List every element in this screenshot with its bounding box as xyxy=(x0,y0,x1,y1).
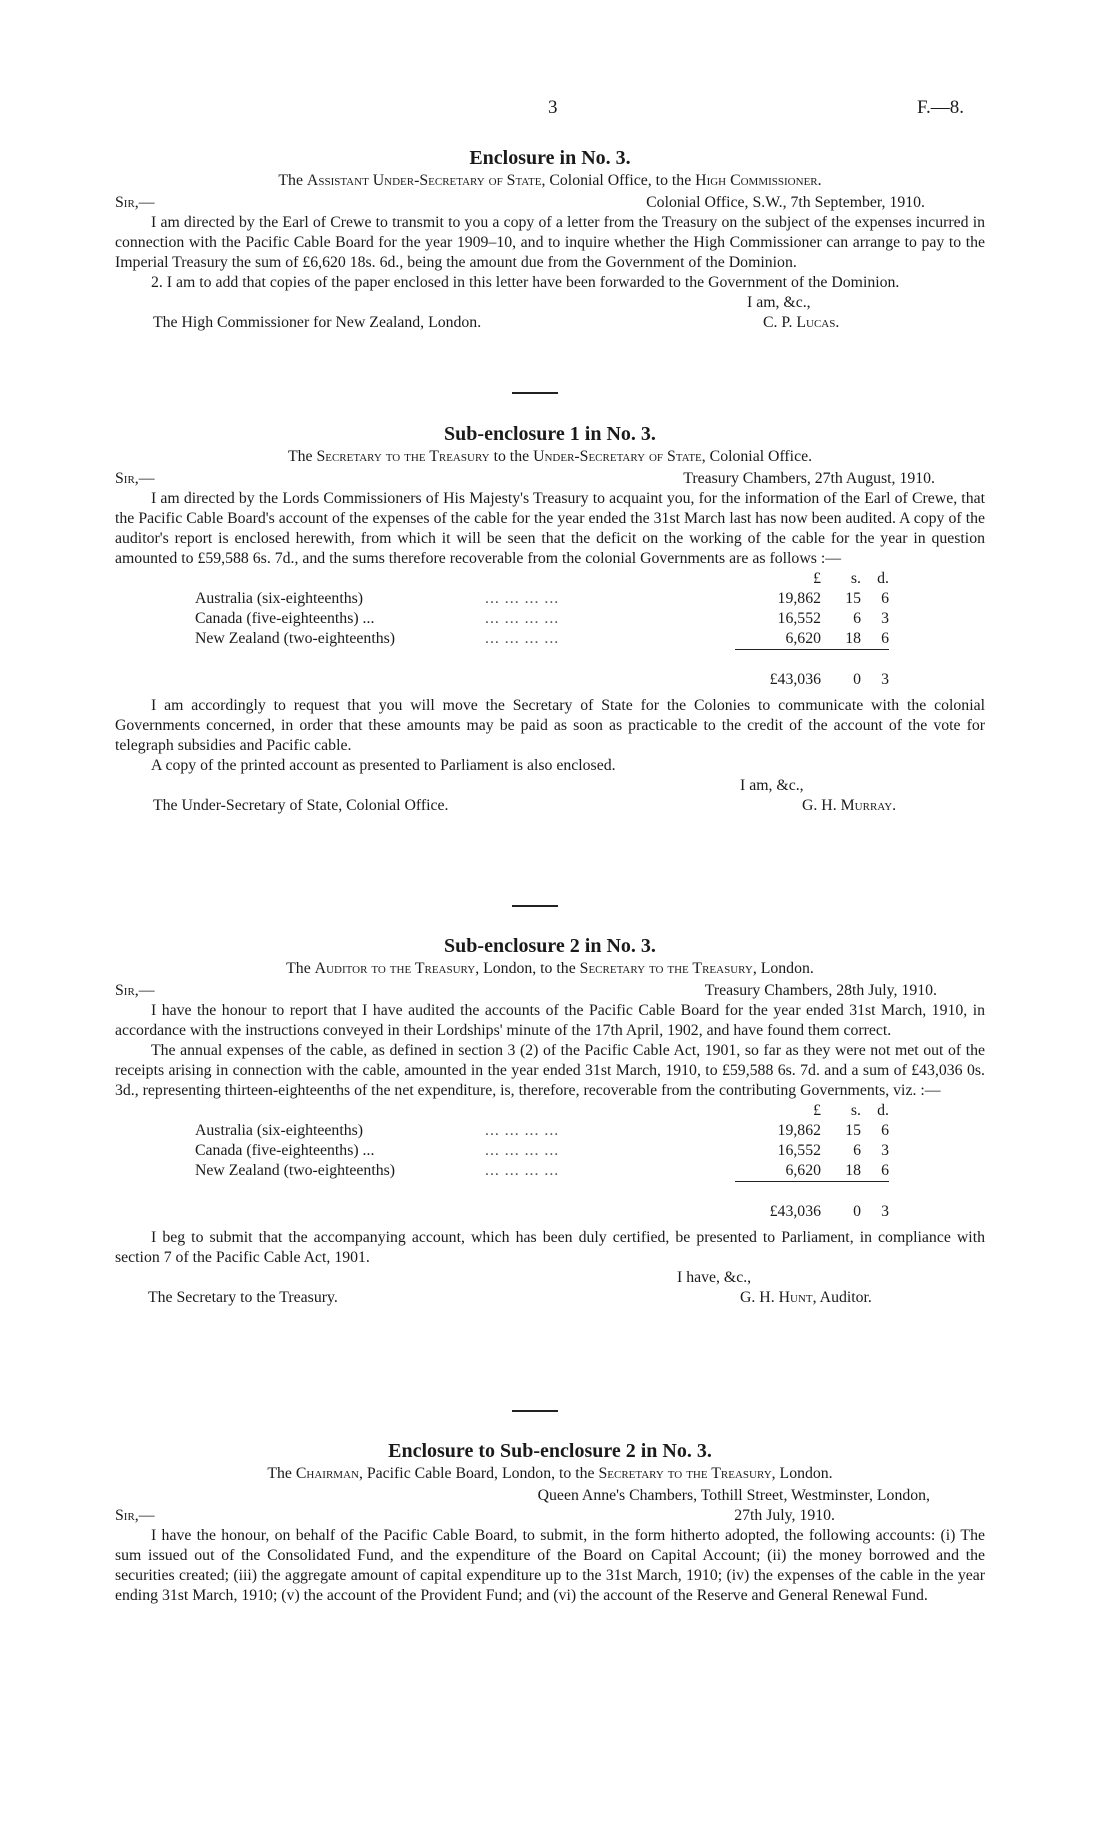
section-divider xyxy=(512,392,558,394)
section-title: Sub-enclosure 2 in No. 3. xyxy=(444,935,656,957)
letter-heading: The Assistant Under-Secretary of State, Colonial Office, to the High Commissioner. xyxy=(278,172,822,189)
paragraph: 2. I am to add that copies of the paper enclosed in this letter have been forwarded to the Government of the Dominion. xyxy=(151,274,900,291)
section-title: Sub-enclosure 1 in No. 3. xyxy=(444,423,656,445)
amounts-table xyxy=(195,569,889,690)
signature: G. H. Murray. xyxy=(802,797,897,814)
paragraph: I am directed by the Earl of Crewe to transmit to you a copy of a letter from the Treasury on the subject of the expenses incurred in connection with the Pacific Cable Board for the year 1909–10, and to inquire whether the High Commissioner can arrange to pay to the Imperial Treasury the sum of £6,620 18s. 6d., being the amount due from the Government of the Dominion. xyxy=(115,214,985,271)
table-row: New Zealand (two-eighteenths) ... ... ... ... 6,620 18 6 xyxy=(195,1162,889,1179)
section-divider xyxy=(512,905,558,907)
paragraph: I am accordingly to request that you will move the Secretary of State for the Colonies to communicate with the colonial Governments concerned, in order that these amounts may be paid as soon as practicable to the credit of the account of the vote for telegraph subsidies and Pacific cable. xyxy=(115,697,985,754)
amounts-table xyxy=(195,1101,889,1222)
salutation: Sir,— xyxy=(115,1507,155,1524)
address: Queen Anne's Chambers, Tothill Street, Westminster, London, xyxy=(537,1487,930,1504)
section-title: Enclosure in No. 3. xyxy=(469,147,631,169)
paragraph: A copy of the printed account as presented to Parliament is also enclosed. xyxy=(151,757,616,774)
enclosure-to-sub-enclosure-section xyxy=(115,1438,985,1606)
total-row: £43,036 0 3 xyxy=(769,671,889,688)
paragraph: I have the honour to report that I have audited the accounts of the Pacific Cable Board for the year ended 31st March, 1910, in accordance with the instructions conveyed in their Lordships' minute of the 17th April, 1902, and have found them correct. xyxy=(115,1002,985,1039)
sub-enclosure-2-section xyxy=(115,933,985,1308)
letter-heading: The Auditor to the Treasury, London, to the Secretary to the Treasury, London. xyxy=(286,960,814,977)
paragraph: I have the honour, on behalf of the Pacific Cable Board, to submit, in the form hitherto adopted, the following accounts: (i) The sum issued out of the Consolidated Fund, and the expenditure of the Board on Capital Account; (ii) the money borrowed and the securities created; (iii) the aggregate amount of capital expenditure up to the 31st March, 1910; (iv) the expenses of the cable in the year ending 31st March, 1910; (v) the account of the Provident Fund; and (vi) the account of the Reserve and General Renewal Fund. xyxy=(115,1527,985,1604)
addressee: The High Commissioner for New Zealand, London. xyxy=(153,314,482,331)
column-header: s. xyxy=(850,570,861,587)
table-row: New Zealand (two-eighteenths) ... ... ... ... 6,620 18 6 xyxy=(195,630,889,647)
document-reference: F.—8. xyxy=(917,97,965,118)
letter-heading: The Secretary to the Treasury to the Under-Secretary of State, Colonial Office. xyxy=(287,448,813,465)
column-header: d. xyxy=(877,570,889,587)
table-row: Canada (five-eighteenths) ... ... ... ... ... 16,552 6 3 xyxy=(195,610,889,627)
closing: I am, &c., xyxy=(747,294,811,311)
letter-heading: The Chairman, Pacific Cable Board, London, to the Secretary to the Treasury, London. xyxy=(267,1465,833,1482)
signature: G. H. Hunt, Auditor. xyxy=(740,1289,872,1306)
place-date: Colonial Office, S.W., 7th September, 1910. xyxy=(646,194,925,211)
salutation: Sir,— xyxy=(115,470,155,487)
paragraph: The annual expenses of the cable, as defined in section 3 (2) of the Pacific Cable Act, 1901, so far as they were not met out of the receipts arising in connection with the cable, amounted in the year ended 31st March, 1910, to £59,588 6s. 7d. and a sum of £43,036 0s. 3d., representing thirteen-eighteenths of the net expenditure, is, therefore, recoverable from the contributing Governments, viz. :— xyxy=(115,1042,985,1099)
table-row: Australia (six-eighteenths) ... ... ... ... 19,862 15 6 xyxy=(195,1122,889,1139)
column-header: £ xyxy=(813,1102,821,1119)
column-header: £ xyxy=(813,570,821,587)
enclosure-section xyxy=(115,145,985,333)
section-title: Enclosure to Sub-enclosure 2 in No. 3. xyxy=(388,1440,712,1462)
column-header: s. xyxy=(850,1102,861,1119)
page-number: 3 xyxy=(548,97,558,118)
salutation: Sir,— xyxy=(115,194,155,211)
closing: I am, &c., xyxy=(740,777,804,794)
addressee: The Under-Secretary of State, Colonial Office. xyxy=(153,797,449,814)
closing: I have, &c., xyxy=(677,1269,752,1286)
table-row: Canada (five-eighteenths) ... ... ... ... ... 16,552 6 3 xyxy=(195,1142,889,1159)
place-date: Treasury Chambers, 28th July, 1910. xyxy=(704,982,937,999)
paragraph: I beg to submit that the accompanying account, which has been duly certified, be presented to Parliament, in compliance with section 7 of the Pacific Cable Act, 1901. xyxy=(115,1229,985,1266)
column-header: d. xyxy=(877,1102,889,1119)
section-divider xyxy=(512,1410,558,1412)
signature: C. P. Lucas. xyxy=(763,314,840,331)
salutation: Sir,— xyxy=(115,982,155,999)
place-date: Treasury Chambers, 27th August, 1910. xyxy=(683,470,935,487)
paragraph: I am directed by the Lords Commissioners of His Majesty's Treasury to acquaint you, for the information of the Earl of Crewe, that the Pacific Cable Board's account of the expenses of the cable for the year ended the 31st March last has now been audited. A copy of the auditor's report is enclosed herewith, from which it will be seen that the deficit on the working of the cable for the year in question amounted to £59,588 6s. 7d., and the sums therefore recoverable from the colonial Governments are as follows :— xyxy=(115,490,985,567)
sub-enclosure-1-section xyxy=(115,421,985,816)
total-row: £43,036 0 3 xyxy=(769,1203,889,1220)
table-row: Australia (six-eighteenths) ... ... ... ... 19,862 15 6 xyxy=(195,590,889,607)
addressee: The Secretary to the Treasury. xyxy=(148,1289,338,1306)
date: 27th July, 1910. xyxy=(734,1507,835,1524)
